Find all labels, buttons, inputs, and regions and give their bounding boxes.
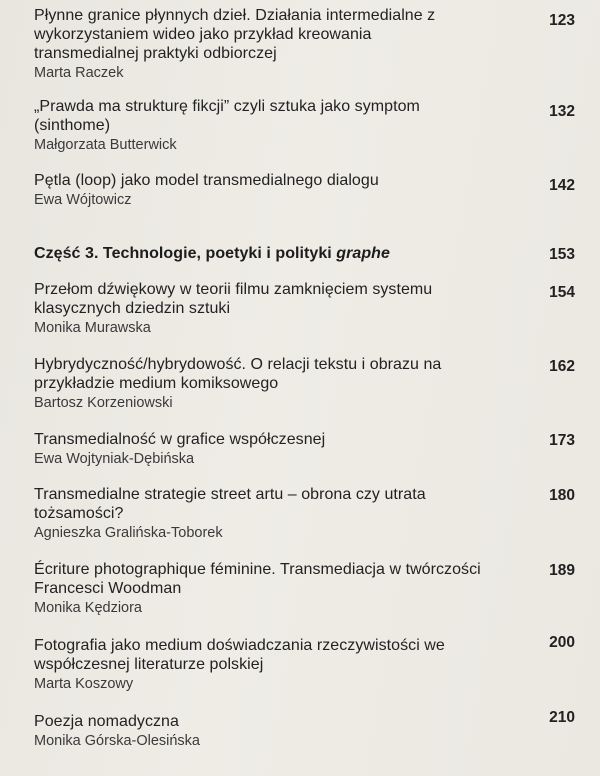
entry-author: Ewa Wójtowicz [34,192,132,208]
entry-page-number: 180 [549,487,575,504]
entry-title: Pętla (loop) jako model transmedialnego dialogu [34,172,379,189]
entry-title: „Prawda ma strukturę fikcji” czyli sztuka jako symptom (sinthome) [34,98,420,134]
section-title [34,244,504,263]
toc-entry [34,485,574,542]
entry-author: Marta Raczek [34,65,124,81]
entry-author: Monika Kędziora [34,600,142,616]
entry-title: Transmedialne strategie street artu – obrona czy utrata tożsamości? [34,486,426,522]
entry-page-number: 173 [549,432,575,449]
entry-title: Hybrydyczność/hybrydowość. O relacji tekstu i obrazu na przykładzie medium komiksowego [34,356,442,392]
entry-page-number: 210 [549,709,575,726]
toc-entry [34,560,574,617]
entry-author: Agnieszka Gralińska-Toborek [34,525,223,541]
entry-author: Małgorzata Butterwick [34,137,177,153]
toc-entry [34,709,575,750]
toc-entry [34,636,574,693]
section-page-number: 153 [549,246,575,263]
entry-title: Transmedialność w grafice współczesnej [34,431,326,448]
entry-title: Poezja nomadyczna [34,713,179,730]
entry-title: Przełom dźwiękowy w teorii filmu zamknięciem systemu klasycznych dziedzin sztuki [34,281,433,317]
entry-author: Monika Murawska [34,320,151,336]
entry-author: Ewa Wojtyniak-Dębińska [34,451,195,467]
entry-title: Płynne granice płynnych dzieł. Działania intermedialne z wykorzystaniem wideo jako przykład kreowania transmedialnej praktyki odbiorczej [34,7,436,62]
toc-entry [34,430,574,468]
toc-entry [34,171,574,209]
toc-entry [34,280,574,337]
entry-author: Bartosz Korzeniowski [34,395,173,411]
section-title-main: Część 3. Technologie, poetyki i polityki [34,245,337,262]
entry-title: Écriture photographique féminine. Transmediacja w twórczości Francesci Woodman [34,561,481,597]
entry-title: Fotografia jako medium doświadczania rzeczywistości we współczesnej literaturze polskiej [34,637,445,673]
entry-author: Monika Górska-Olesińska [34,733,200,749]
entry-page-number: 162 [549,358,575,375]
entry-author: Marta Koszowy [34,676,134,692]
entry-page-number: 200 [549,634,575,651]
toc-entry [34,6,574,82]
toc-section-header [34,244,574,263]
toc-entry [34,97,574,154]
entry-page-number: 123 [549,12,575,29]
entry-page-number: 154 [549,284,575,301]
entry-page-number: 142 [549,177,575,194]
toc-entry [34,355,574,412]
section-title-italic: graphe [336,245,390,262]
entry-page-number: 189 [549,562,575,579]
entry-page-number: 132 [549,103,575,120]
